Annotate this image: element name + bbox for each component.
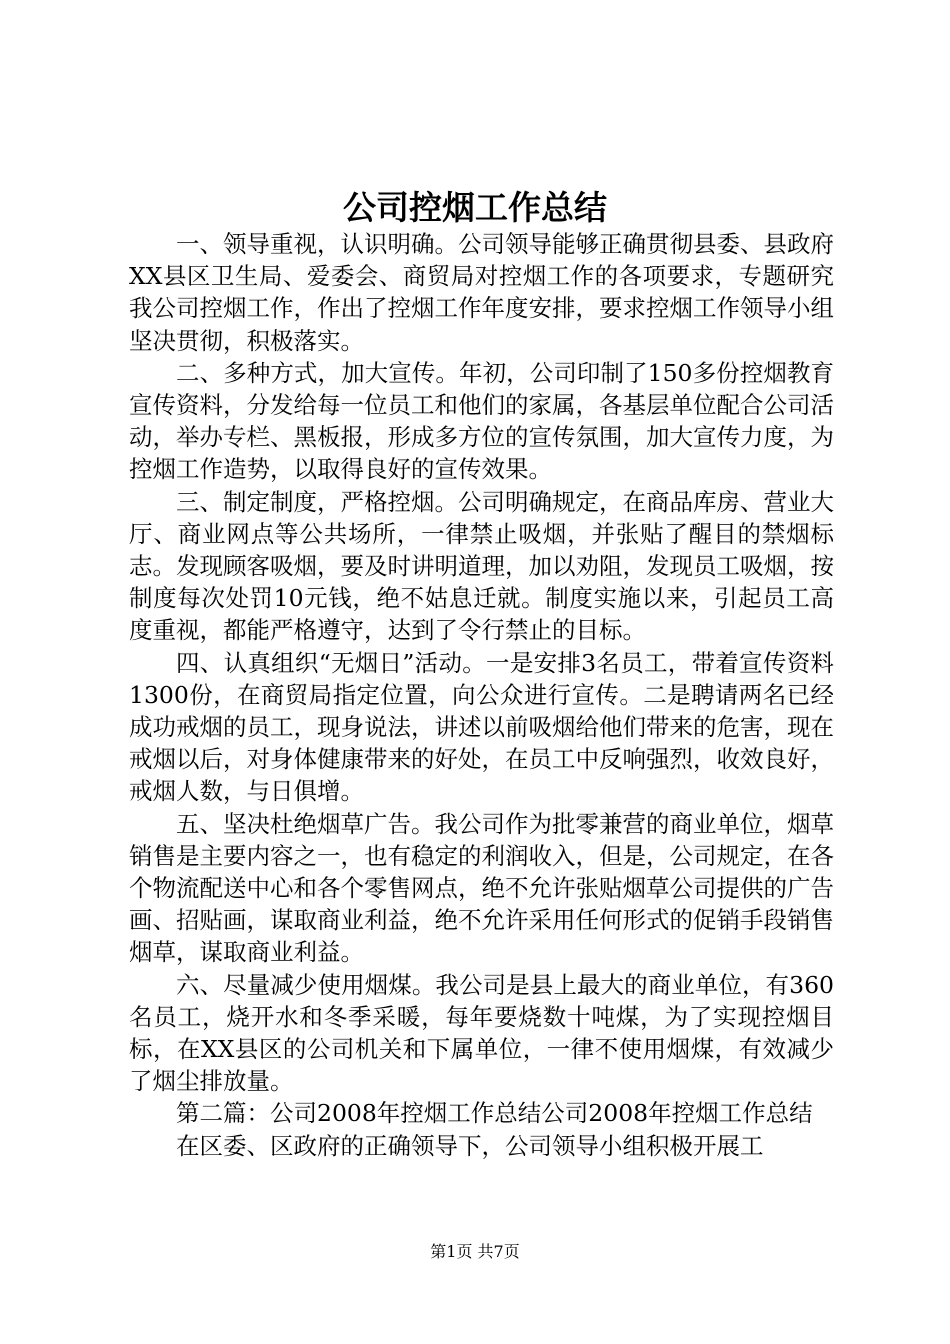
document-body xyxy=(129,228,834,1162)
paragraph-reduce-coal: 六、尽量减少使用烟煤。我公司是县上最大的商业单位，有360名员工，烧开水和冬季采暖，每年要烧数十吨煤，为了实现控烟目标，在XX县区的公司机关和下属单位，一律不使用烟煤，有效减少了烟尘排放量。 xyxy=(129,970,834,1096)
paragraph-publicity: 二、多种方式，加大宣传。年初，公司印制了150多份控烟教育宣传资料，分发给每一位员工和他们的家属，各基层单位配合公司活动，举办专栏、黑板报，形成多方位的宣传氛围，加大宣传力度，为控烟工作造势，以取得良好的宣传效果。 xyxy=(129,358,834,484)
paragraph-no-smoking-day: 四、认真组织“无烟日”活动。一是安排3名员工，带着宣传资料1300份，在商贸局指定位置，向公众进行宣传。二是聘请两名已经成功戒烟的员工，现身说法，讲述以前吸烟给他们带来的危害，现在戒烟以后，对身体健康带来的好处，在员工中反响强烈，收效良好，戒烟人数，与日俱增。 xyxy=(129,648,834,806)
document-title: 公司控烟工作总结 xyxy=(343,188,607,227)
paragraph-no-tobacco-ads: 五、坚决杜绝烟草广告。我公司作为批零兼营的商业单位，烟草销售是主要内容之一，也有稳定的利润收入，但是，公司规定，在各个物流配送中心和各个零售网点，绝不允许张贴烟草公司提供的广告画、招贴画，谋取商业利益，绝不允许采用任何形式的促销手段销售烟草，谋取商业利益。 xyxy=(129,809,834,967)
paragraph-leadership: 一、领导重视，认识明确。公司领导能够正确贯彻县委、县政府XX县区卫生局、爱委会、商贸局对控烟工作的各项要求，专题研究我公司控烟工作，作出了控烟工作年度安排，要求控烟工作领导小组坚决贯彻，积极落实。 xyxy=(129,230,834,355)
section-heading-part-two: 第二篇：公司2008年控烟工作总结公司2008年控烟工作总结 xyxy=(176,1099,813,1128)
page-number-footer: 第1页 共7页 xyxy=(430,1242,520,1261)
paragraph-rules: 三、制定制度，严格控烟。公司明确规定，在商品库房、营业大厅、商业网点等公共场所，一律禁止吸烟，并张贴了醒目的禁烟标志。发现顾客吸烟，要及时讲明道理，加以劝阻，发现员工吸烟，按制度每次处罚10元钱，绝不姑息迁就。制度实施以来，引起员工高度重视，都能严格遵守，达到了令行禁止的目标。 xyxy=(129,487,834,645)
paragraph-part-two-intro: 在区委、区政府的正确领导下，公司领导小组积极开展工 xyxy=(176,1131,764,1160)
